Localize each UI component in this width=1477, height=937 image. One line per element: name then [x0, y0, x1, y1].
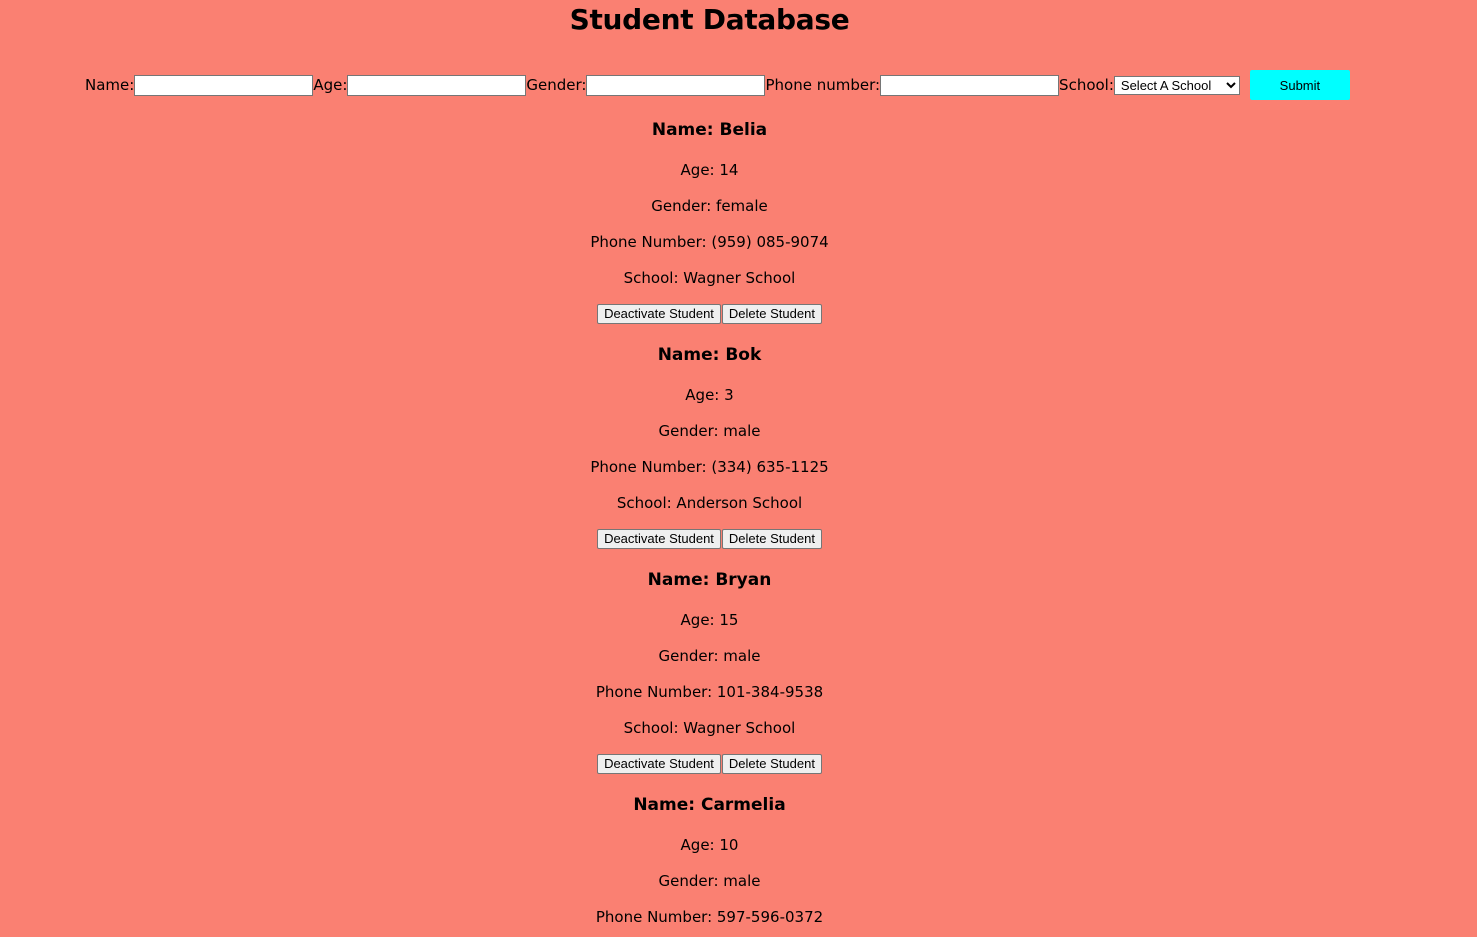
student-phone: Phone Number: 101-384-9538 [595, 683, 824, 701]
page-title: Student Database [569, 3, 850, 36]
name-input[interactable] [134, 75, 313, 96]
student-name: Name: Bryan [647, 570, 772, 590]
student-school: School: Wagner School [623, 719, 796, 737]
student-card [0, 113, 1419, 338]
student-name: Name: Bok [657, 345, 762, 365]
age-input[interactable] [347, 75, 526, 96]
student-age: Age: 15 [680, 611, 739, 629]
delete-student-button[interactable]: Delete Student [722, 529, 822, 549]
deactivate-student-button[interactable]: Deactivate Student [597, 754, 721, 774]
student-card [0, 563, 1419, 788]
student-name: Name: Carmelia [633, 795, 786, 815]
student-gender: Gender: female [651, 197, 768, 215]
phone-number-input[interactable] [880, 75, 1059, 96]
student-school: School: Wagner School [623, 269, 796, 287]
student-actions [0, 529, 1419, 549]
gender-input[interactable] [586, 75, 765, 96]
student-gender: Gender: male [658, 872, 761, 890]
gender-label: Gender: [526, 76, 587, 94]
student-card [0, 338, 1419, 563]
phone-number-label: Phone number: [765, 76, 881, 94]
student-list [0, 113, 1419, 937]
student-actions [0, 304, 1419, 324]
student-phone: Phone Number: (334) 635-1125 [590, 458, 829, 476]
student-gender: Gender: male [658, 647, 761, 665]
student-card [0, 788, 1419, 937]
deactivate-student-button[interactable]: Deactivate Student [597, 304, 721, 324]
student-name: Name: Belia [651, 120, 768, 140]
student-age: Age: 14 [680, 161, 739, 179]
school-label: School: [1059, 76, 1114, 94]
age-label: Age: [313, 76, 348, 94]
delete-student-button[interactable]: Delete Student [722, 304, 822, 324]
student-age: Age: 10 [680, 836, 739, 854]
student-age: Age: 3 [685, 386, 734, 404]
student-phone: Phone Number: 597-596-0372 [595, 908, 824, 926]
student-gender: Gender: male [658, 422, 761, 440]
student-actions [0, 754, 1419, 774]
school-select[interactable] [1114, 76, 1240, 95]
student-phone: Phone Number: (959) 085-9074 [590, 233, 829, 251]
submit-button[interactable]: Submit [1250, 70, 1350, 100]
name-label: Name: [85, 76, 135, 94]
student-school: School: Anderson School [616, 494, 803, 512]
deactivate-student-button[interactable]: Deactivate Student [597, 529, 721, 549]
delete-student-button[interactable]: Delete Student [722, 754, 822, 774]
add-student-form [85, 70, 1350, 100]
